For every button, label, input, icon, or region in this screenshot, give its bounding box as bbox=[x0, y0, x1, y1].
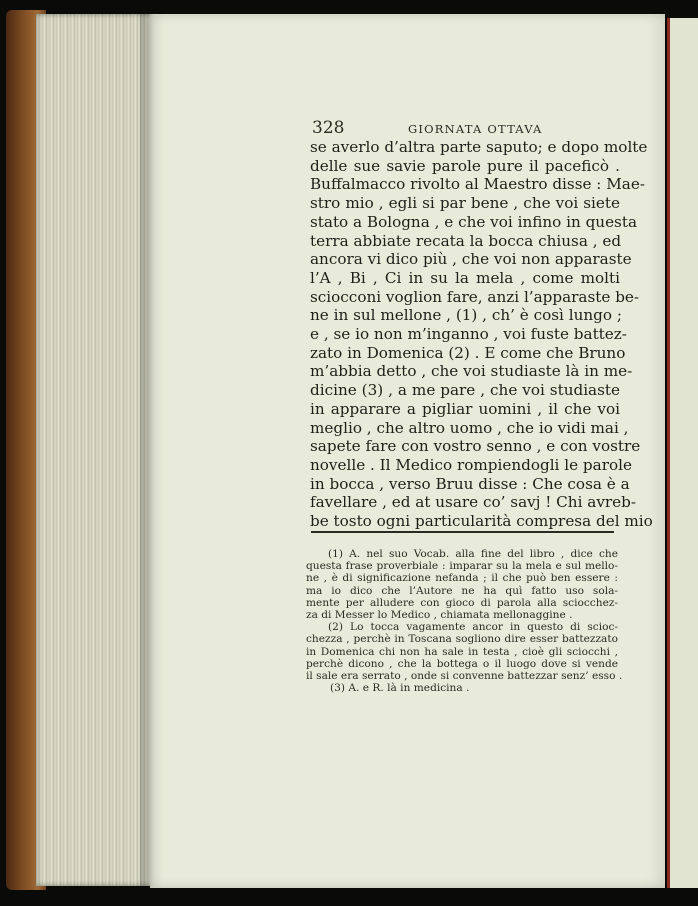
page-number: 328 bbox=[312, 118, 345, 138]
body-line: se averlo d’altra parte saputo; e dopo molte bbox=[310, 138, 648, 156]
footnote-line: chezza , perchè in Toscana sogliono dire esser battezzato bbox=[306, 633, 618, 646]
gutter-shadow bbox=[140, 14, 154, 886]
body-line: in bocca , verso Bruu disse : Che cosa è a bbox=[310, 474, 630, 493]
footnote-line: ma io dico che l’Autore ne ha quì fatto uso sola- bbox=[306, 584, 618, 597]
body-line: favellare , ed at usare co’ savj ! Chi avreb- bbox=[310, 493, 636, 512]
footnote-line: (1) A. nel suo Vocab. alla fine del libro , dice che bbox=[328, 548, 618, 560]
footnotes bbox=[306, 548, 623, 695]
running-title: GIORNATA OTTAVA bbox=[408, 122, 543, 136]
body-line: ne in sul mellone , (1) , ch’ è così lungo ; bbox=[310, 306, 622, 325]
footnote-line: perchè dicono , che la bottega o il luogo dove si vende bbox=[306, 657, 618, 670]
page-edges bbox=[36, 14, 152, 886]
body-line: l’A , Bi , Ci in su la mela , come molti bbox=[310, 268, 620, 287]
body-line: stro mio , egli si par bene , che voi siete bbox=[310, 194, 620, 213]
body-line: Buffalmacco rivolto al Maestro disse : Mae- bbox=[310, 175, 645, 194]
footnote-line: il sale era serrato , onde si convenne battezzar senz’ esso . bbox=[306, 670, 623, 683]
footnote-rule bbox=[311, 531, 614, 533]
body-line: be tosto ogni particularità compresa del mio bbox=[310, 512, 653, 531]
footnote-line: in Domenica chi non ha sale in testa , cioè gli sciocchi , bbox=[306, 645, 618, 658]
body-line: delle sue savie parole pure il paceficò . bbox=[310, 156, 620, 175]
body-line: dicine (3) , a me pare , che voi studiaste bbox=[310, 381, 620, 400]
body-line: sapete fare con vostro senno , e con vostre bbox=[310, 437, 641, 456]
body-text bbox=[310, 138, 653, 531]
body-line: ancora vi dico più , che voi non apparaste bbox=[310, 250, 632, 269]
body-line: terra abbiate recata la bocca chiusa , ed bbox=[310, 231, 622, 250]
body-line: stato a Bologna , e che voi infino in questa bbox=[310, 212, 638, 231]
body-line: m’abbia detto , che voi studiaste là in me- bbox=[310, 362, 633, 381]
body-line: zato in Domenica (2) . E come che Bruno bbox=[310, 343, 626, 362]
footnote-line: za di Messer lo Medico , chiamata mellonaggine . bbox=[306, 609, 573, 622]
footnote-line: questa frase proverbiale : imparar su la mela e sul mello- bbox=[306, 560, 618, 573]
footnote-line: mente per alludere con gioco di parola alla sciocchez- bbox=[306, 596, 618, 609]
facing-page-edge bbox=[667, 18, 698, 888]
body-line: novelle . Il Medico rompiendogli le parole bbox=[310, 455, 632, 474]
body-line: in apparare a pigliar uomini , il che voi bbox=[310, 399, 620, 418]
footnote-line: (3) A. e R. là in medicina . bbox=[330, 682, 470, 695]
footnote-line: (2) Lo tocca vagamente ancor in questo di scioc- bbox=[328, 621, 618, 634]
body-line: meglio , che altro uomo , che io vidi mai , bbox=[310, 418, 629, 437]
body-line: sciocconi voglion fare, anzi l’apparaste be- bbox=[310, 287, 640, 306]
body-line: e , se io non m’inganno , voi fuste battez- bbox=[310, 325, 627, 344]
footnote-line: ne , è di significazione nefanda ; il che può ben essere : bbox=[306, 572, 618, 585]
